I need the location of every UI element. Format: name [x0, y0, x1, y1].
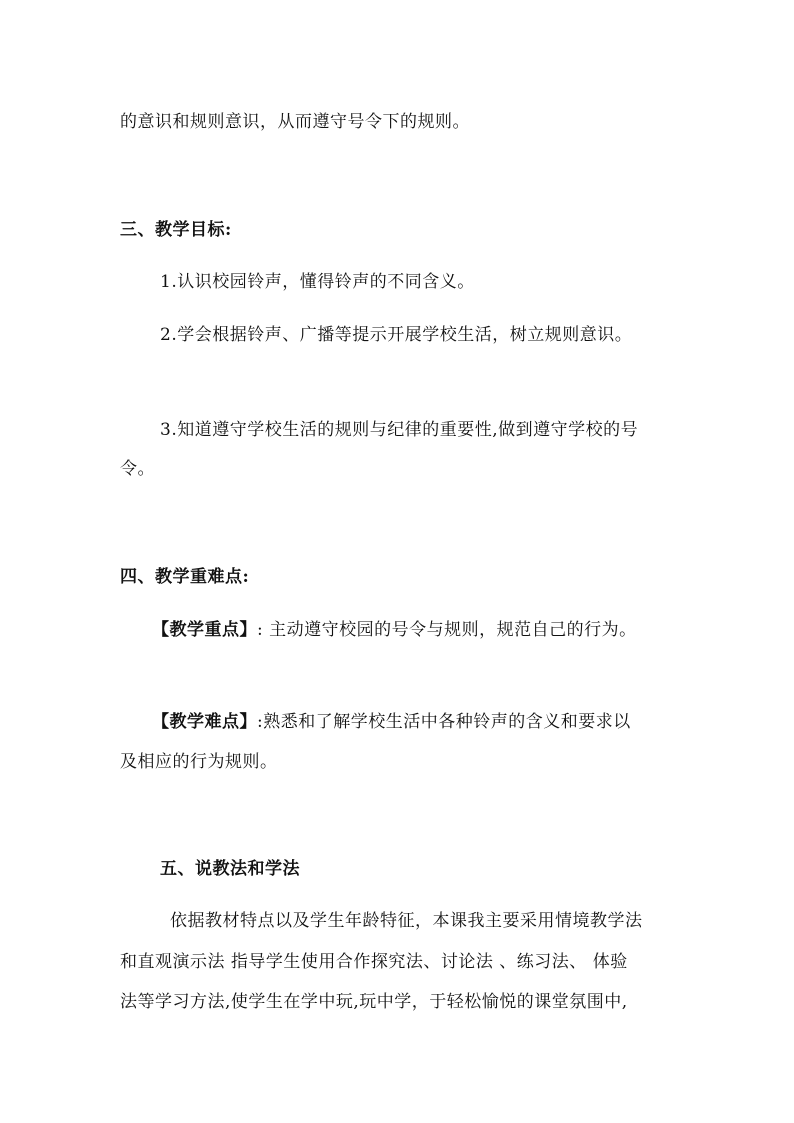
goal-item-2: 2.学会根据铃声、广播等提示开展学校生活，树立规则意识。	[160, 325, 633, 345]
section4-heading: 四、教学重难点:	[120, 567, 250, 587]
goal-item-3-continued: 令。	[120, 459, 155, 479]
difficult-point-line	[152, 710, 631, 734]
difficult-point-text-continued: 及相应的行为规则。	[120, 752, 278, 772]
key-point-text: : 主动遵守校园的号令与规则，规范自己的行为。	[257, 620, 637, 640]
section5-heading: 五、说教法和学法	[160, 859, 300, 879]
goal-item-1: 1.认识校园铃声，懂得铃声的不同含义。	[160, 272, 475, 292]
goal-item-3: 3.知道遵守学校生活的规则与纪律的重要性,做到遵守学校的号	[160, 420, 639, 440]
section3-heading: 三、教学目标:	[120, 220, 232, 240]
method-paragraph-line-2: 和直观演示法 指导学生使用合作探究法、讨论法 、练习法、 体验	[120, 952, 628, 972]
key-point-line	[152, 618, 637, 642]
difficult-point-text: :熟悉和了解学校生活中各种铃声的含义和要求以	[257, 712, 631, 732]
method-paragraph-line-1: 依据教材特点以及学生年龄特征，本课我主要采用情境教学法	[170, 911, 643, 931]
intro-tail-text: 的意识和规则意识，从而遵守号令下的规则。	[120, 112, 470, 132]
key-point-label: 【教学重点】	[152, 620, 257, 640]
difficult-point-label: 【教学难点】	[152, 712, 257, 732]
method-paragraph-line-3: 法等学习方法,使学生在学中玩,玩中学，于轻松愉悦的课堂氛围中,	[120, 992, 628, 1012]
